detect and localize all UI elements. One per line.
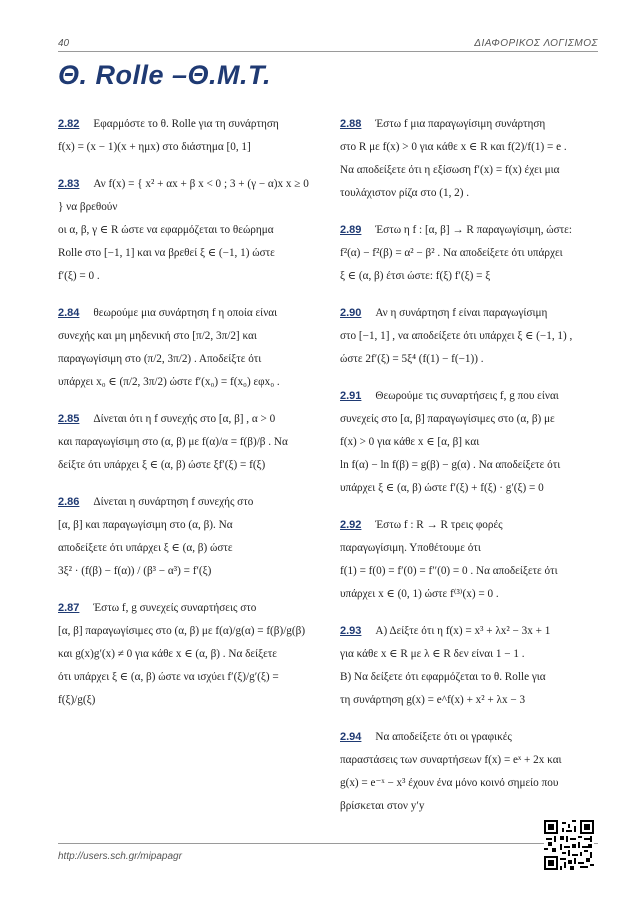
problem-2-91 [340, 385, 596, 500]
problem-line [58, 597, 314, 620]
problem-text: για κάθε x ∈ R με λ ∈ R δεν είναι 1 − 1 . [340, 648, 525, 660]
problem-line [58, 325, 314, 348]
problem-number: 2.87 [58, 602, 80, 614]
problem-line [340, 348, 596, 371]
problem-2-88 [340, 113, 596, 205]
problem-line [340, 583, 596, 606]
problem-line [58, 431, 314, 454]
problem-text: αποδείξετε ότι υπάρχει ξ ∈ (α, β) ώστε [58, 542, 233, 554]
problem-text: στο R με f(x) > 0 για κάθε x ∈ R και f(2)/f(1) = e . [340, 141, 567, 153]
problem-line [58, 219, 314, 242]
problem-text: υπάρχει ξ ∈ (α, β) ώστε f′(ξ) + f(ξ) · g′(ξ) = 0 [340, 482, 544, 494]
problem-line [340, 454, 596, 477]
problem-line [340, 302, 596, 325]
problem-text: θεωρούμε μια συνάρτηση f η οποία είναι [93, 307, 278, 319]
problem-number: 2.85 [58, 413, 80, 425]
problem-number: 2.93 [340, 625, 362, 637]
problem-line [340, 537, 596, 560]
problem-line [58, 560, 314, 583]
problem-text: Να αποδείξετε ότι οι γραφικές [375, 731, 512, 743]
problem-number: 2.94 [340, 731, 362, 743]
problem-text: τη συνάρτηση g(x) = e^f(x) + x² + λx − 3 [340, 694, 526, 706]
problem-text: f(1) = f(0) = f′(0) = f′′(0) = 0 . Να αποδείξετε ότι [340, 565, 558, 577]
footer-url[interactable]: http://users.sch.gr/mipapagr [58, 851, 182, 862]
problem-text: υπάρχει x ∈ (0, 1) ώστε f⁽³⁾(x) = 0 . [340, 588, 499, 600]
problem-text: οι α, β, γ ∈ R ώστε να εφαρμόζεται το θεώρημα [58, 224, 274, 236]
problem-2-82 [58, 113, 314, 159]
problem-line [58, 136, 314, 159]
problem-2-93 [340, 620, 596, 712]
problem-text: f′(ξ) = 0 . [58, 270, 100, 282]
problem-line [340, 643, 596, 666]
problem-line [58, 537, 314, 560]
problem-line [340, 514, 596, 537]
problem-2-86 [58, 491, 314, 583]
problem-line [340, 219, 596, 242]
problem-number: 2.91 [340, 390, 362, 402]
problem-text: Δίνεται η συνάρτηση f συνεχής στο [93, 496, 254, 508]
problem-text: 3ξ² · (f(β) − f(α)) / (β³ − α³) = f′(ξ) [58, 565, 212, 577]
problem-text: Θεωρούμε τις συναρτήσεις f, g που είναι [375, 390, 559, 402]
problem-text: Δίνεται ότι η f συνεχής στο [α, β] , α > 0 [93, 413, 276, 425]
problem-line [340, 560, 596, 583]
problem-line [58, 302, 314, 325]
problem-number: 2.86 [58, 496, 80, 508]
problem-line [58, 408, 314, 431]
problem-line [340, 159, 596, 182]
problem-text: Α) Δείξτε ότι η f(x) = x³ + λx² − 3x + 1 [375, 625, 551, 637]
problem-2-89 [340, 219, 596, 288]
problem-text: υπάρχει x₀ ∈ (π/2, 3π/2) ώστε f′(x₀) = f(x₀) εφx₀ . [58, 376, 280, 388]
left-column [58, 113, 314, 726]
problem-text: συνεχείς στο [α, β] παραγωγίσιμες στο (α, β) με [340, 413, 555, 425]
problem-text: f(x) > 0 για κάθε x ∈ [α, β] και [340, 436, 480, 448]
problem-text: ώστε 2f′(ξ) = 5ξ⁴ (f(1) − f(−1)) . [340, 353, 484, 365]
problem-line [340, 666, 596, 689]
problem-line [58, 113, 314, 136]
problem-line [58, 491, 314, 514]
problem-text: παραγωγίσιμη. Υποθέτουμε ότι [340, 542, 481, 554]
problem-text: ότι υπάρχει ξ ∈ (α, β) ώστε να ισχύει f′(ξ)/g′(ξ) = f(ξ)/g(ξ) [58, 671, 279, 706]
problem-text: στο [−1, 1] , να αποδείξετε ότι υπάρχει ξ ∈ (−1, 1) , [340, 330, 573, 342]
problem-number: 2.84 [58, 307, 80, 319]
problem-line [58, 242, 314, 265]
problem-text: ξ ∈ (α, β) έτσι ώστε: f(ξ) f′(ξ) = ξ [340, 270, 491, 282]
header-rule [58, 51, 598, 52]
problem-2-83 [58, 173, 314, 288]
problem-text: Έστω f, g συνεχείς συναρτήσεις στο [93, 602, 257, 614]
problem-line [340, 772, 596, 795]
problem-line [340, 113, 596, 136]
problem-number: 2.88 [340, 118, 362, 130]
problem-line [340, 620, 596, 643]
problem-line [340, 795, 596, 818]
problem-line [340, 431, 596, 454]
problem-line [58, 371, 314, 394]
problem-text: δείξτε ότι υπάρχει ξ ∈ (α, β) ώστε ξf′(ξ) = f(ξ) [58, 459, 266, 471]
problem-line [340, 136, 596, 159]
problem-line [340, 242, 596, 265]
problem-text: Έστω f μια παραγωγίσιμη συνάρτηση [375, 118, 546, 130]
problem-text: Εφαρμόστε το θ. Rolle για τη συνάρτηση [93, 118, 279, 130]
problem-2-92 [340, 514, 596, 606]
problem-text: Έστω η f : [α, β] → R παραγωγίσιμη, ώστε: [375, 224, 572, 236]
running-title: ΔΙΑΦΟΡΙΚΟΣ ΛΟΓΙΣΜΟΣ [474, 38, 598, 49]
problem-text: παραγωγίσιμη στο (π/2, 3π/2) . Αποδείξτε ότι [58, 353, 262, 365]
problem-text: Να αποδείξετε ότι η εξίσωση f′(x) = f(x) έχει μια [340, 164, 560, 176]
page-number: 40 [58, 38, 70, 49]
problem-text: και g(x)g′(x) ≠ 0 για κάθε x ∈ (α, β) . Να δείξετε [58, 648, 277, 660]
problem-text: Αν f(x) = { x² + αx + β x < 0 ; 3 + (γ − α)x x ≥ 0 } να βρεθούν [58, 178, 309, 213]
problem-line [58, 348, 314, 371]
problem-line [340, 265, 596, 288]
problem-text: συνεχής και μη μηδενική στο [π/2, 3π/2] και [58, 330, 257, 342]
footer-rule [58, 843, 598, 844]
problem-text: Έστω f : R → R τρεις φορές [375, 519, 503, 531]
problem-text: παραστάσεις των συναρτήσεων f(x) = eˣ + 2x και [340, 754, 562, 766]
problem-number: 2.82 [58, 118, 80, 130]
problem-2-94 [340, 726, 596, 818]
problem-text: [α, β] και παραγωγίσιμη στο (α, β). Να [58, 519, 233, 531]
problem-number: 2.90 [340, 307, 362, 319]
problem-number: 2.92 [340, 519, 362, 531]
problem-text: f²(α) − f²(β) = α² − β² . Να αποδείξετε ότι υπάρχει [340, 247, 563, 259]
problem-text: g(x) = e⁻ˣ − x³ έχουν ένα μόνο κοινό σημείο που [340, 777, 559, 789]
qr-code-icon [544, 820, 594, 870]
problem-line [340, 182, 596, 205]
problem-line [58, 265, 314, 288]
problem-2-87 [58, 597, 314, 712]
problem-line [58, 454, 314, 477]
problem-line [340, 689, 596, 712]
problem-line [340, 325, 596, 348]
problem-text: [α, β] παραγωγίσιμες στο (α, β) με f(α)/g(α) = f(β)/g(β) [58, 625, 306, 637]
right-column [340, 113, 596, 832]
problem-line [340, 408, 596, 431]
problem-line [340, 477, 596, 500]
problem-line [58, 173, 314, 219]
problem-text: τουλάχιστον ρίζα στο (1, 2) . [340, 187, 470, 199]
problem-text: βρίσκεται στον y′y [340, 800, 425, 812]
problem-text: f(x) = (x − 1)(x + ημx) στο διάστημα [0, 1] [58, 141, 251, 153]
problem-2-85 [58, 408, 314, 477]
problem-line [58, 666, 314, 712]
problem-2-84 [58, 302, 314, 394]
problem-text: Β) Να δείξετε ότι εφαρμόζεται το θ. Rolle για [340, 671, 546, 683]
problem-line [340, 749, 596, 772]
problem-line [340, 385, 596, 408]
problem-2-90 [340, 302, 596, 371]
problem-line [58, 643, 314, 666]
section-title: Θ. Rolle –Θ.Μ.Τ. [58, 60, 272, 90]
problem-line [340, 726, 596, 749]
problem-text: Αν η συνάρτηση f είναι παραγωγίσιμη [375, 307, 548, 319]
problem-text: ln f(α) − ln f(β) = g(β) − g(α) . Να αποδείξετε ότι [340, 459, 561, 471]
problem-line [58, 620, 314, 643]
problem-number: 2.83 [58, 178, 80, 190]
problem-line [58, 514, 314, 537]
problem-text: και παραγωγίσιμη στο (α, β) με f(α)/α = f(β)/β . Να [58, 436, 288, 448]
problem-number: 2.89 [340, 224, 362, 236]
problem-text: Rolle στο [−1, 1] και να βρεθεί ξ ∈ (−1, 1) ώστε [58, 247, 275, 259]
